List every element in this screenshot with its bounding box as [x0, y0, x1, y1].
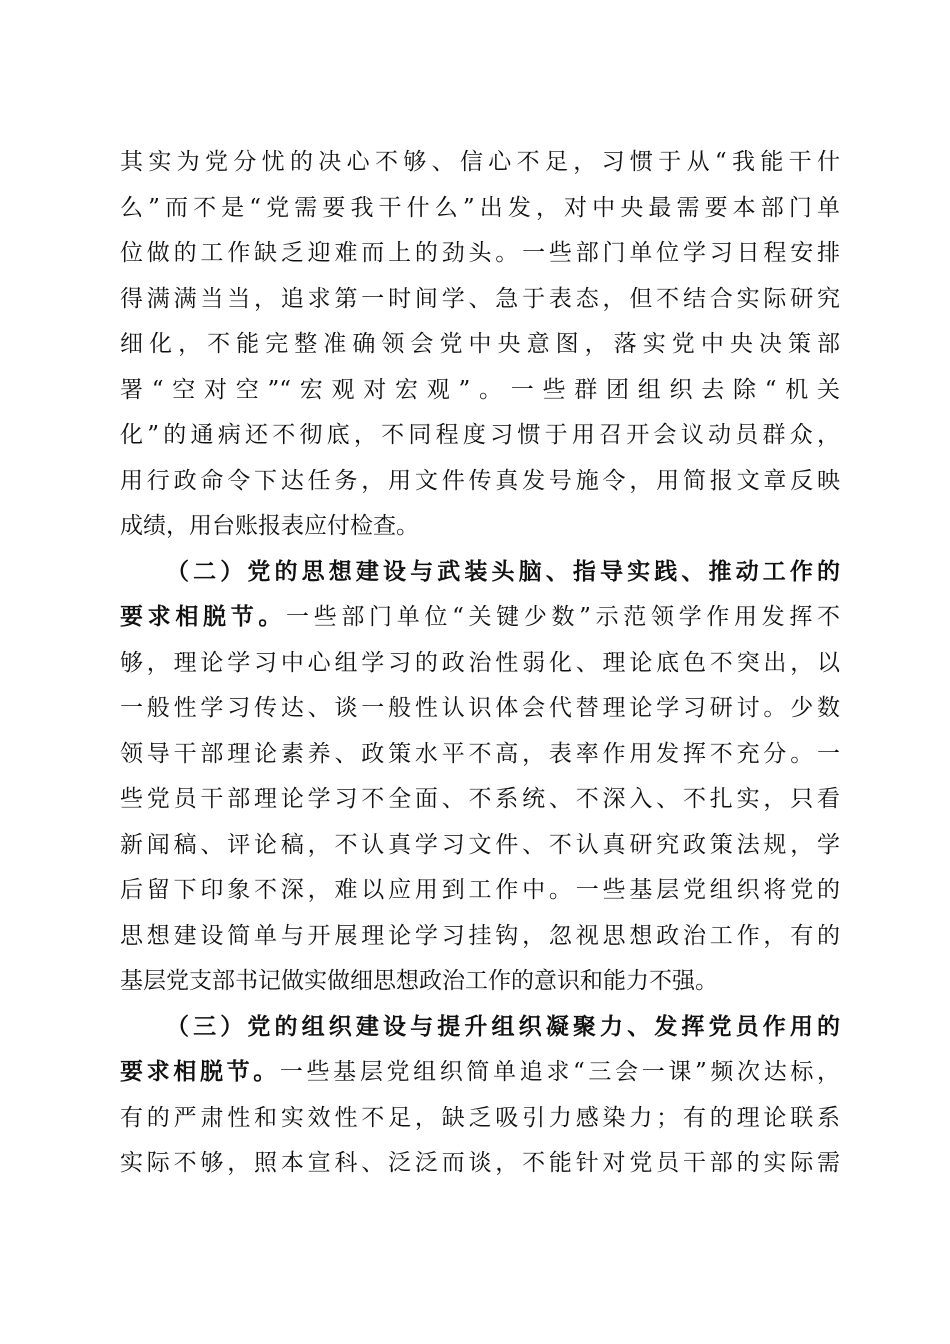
- paragraph-line: 些党员干部理论学习不全面、不系统、不深入、不扎实，只看: [120, 786, 840, 812]
- section-heading: （三）党的组织建设与提升组织凝聚力、发挥党员作用的: [166, 1013, 840, 1040]
- section-heading-continuation: 要求相脱节。: [120, 1058, 280, 1085]
- paragraph-line: 化”的通病还不彻底，不同程度习惯于用召开会议动员群众，: [120, 422, 840, 448]
- paragraph-line: 其实为党分忧的决心不够、信心不足，习惯于从“我能干什: [120, 149, 840, 175]
- paragraph-text: 一些部门单位“关键少数”示范领学作用发挥不: [286, 604, 840, 630]
- paragraph-line: 成绩，用台账报表应付检查。: [120, 513, 419, 539]
- paragraph-line: 么”而不是“党需要我干什么”出发，对中央最需要本部门单: [120, 195, 840, 221]
- paragraph-line: 思想建设简单与开展理论学习挂钩，忽视思想政治工作，有的: [120, 923, 840, 949]
- paragraph-line: 用行政命令下达任务，用文件传真发号施令，用简报文章反映: [120, 468, 840, 494]
- paragraph-line: [120, 602, 840, 632]
- paragraph-line: 基层党支部书记做实做细思想政治工作的意识和能力不强。: [120, 968, 718, 994]
- paragraph-line: 新闻稿、评论稿，不认真学习文件、不认真研究政策法规，学: [120, 832, 840, 858]
- paragraph-line: 得满满当当，追求第一时间学、急于表态，但不结合实际研究: [120, 286, 840, 312]
- section-heading-continuation: 要求相脱节。: [120, 603, 287, 630]
- section-heading: （二）党的思想建设与武装头脑、指导实践、推动工作的: [166, 558, 840, 585]
- paragraph-line: 够，理论学习中心组学习的政治性弱化、理论底色不突出，以: [120, 650, 840, 676]
- paragraph-line: 实际不够，照本宣科、泛泛而谈，不能针对党员干部的实际需: [120, 1150, 840, 1176]
- paragraph-line: 有的严肃性和实效性不足，缺乏吸引力感染力；有的理论联系: [120, 1105, 840, 1131]
- paragraph-line: 细化，不能完整准确领会党中央意图，落实党中央决策部: [120, 331, 840, 357]
- paragraph-line: 后留下印象不深，难以应用到工作中。一些基层党组织将党的: [120, 877, 840, 903]
- paragraph-line: 位做的工作缺乏迎难而上的劲头。一些部门单位学习日程安排: [120, 240, 840, 266]
- paragraph-line: 署“空对空”“宏观对宏观”。一些群团组织去除“机关: [120, 377, 840, 403]
- paragraph-line: 一般性学习传达、谈一般性认识体会代替理论学习研讨。少数: [120, 695, 840, 721]
- paragraph-line: 领导干部理论素养、政策水平不高，表率作用发挥不充分。一: [120, 741, 840, 767]
- paragraph-text: 一些基层党组织简单追求“三会一课”频次达标，: [279, 1059, 840, 1085]
- paragraph-line: [120, 1057, 840, 1087]
